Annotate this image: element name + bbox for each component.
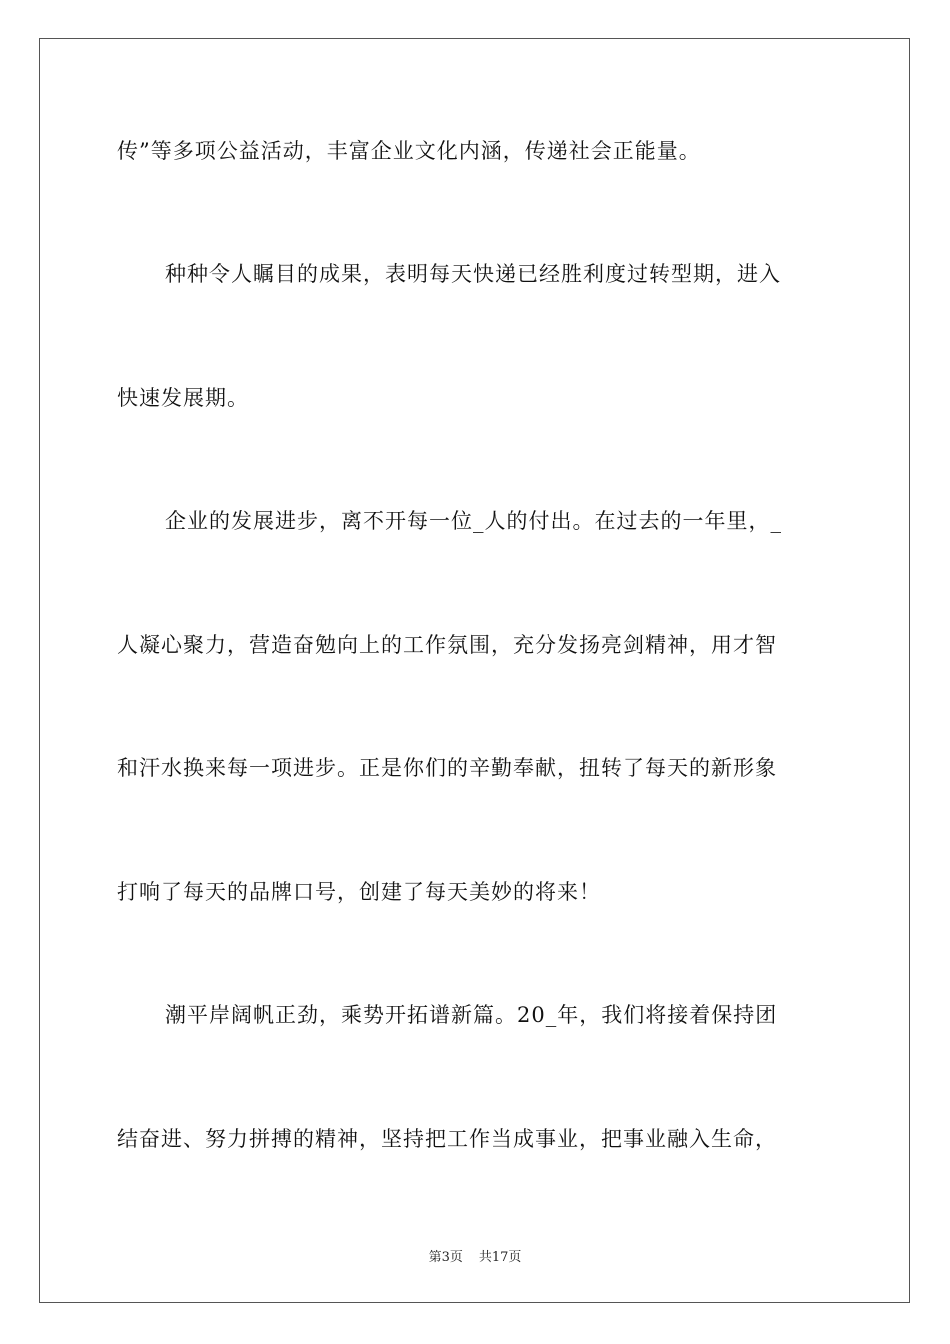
text-line-9: 结奋进、努力拼搏的精神，坚持把工作当成事业，把事业融入生命，	[117, 1127, 777, 1151]
text-line-3: 快速发展期。	[117, 386, 249, 410]
page-footer	[0, 1250, 950, 1266]
page-number: 第3页	[428, 1250, 463, 1265]
text-line-7: 打响了每天的品牌口号，创建了每天美妙的将来！	[117, 880, 601, 904]
text-line-8: 潮平岸阔帆正劲，乘势开拓谱新篇。20_年，我们将接着保持团	[165, 1003, 778, 1027]
text-line-1: 传”等多项公益活动，丰富企业文化内涵，传递社会正能量。	[117, 139, 701, 163]
text-line-2: 种种令人瞩目的成果，表明每天快递已经胜利度过转型期，进入	[165, 262, 781, 286]
page-total: 共17页	[478, 1250, 522, 1265]
text-line-5: 人凝心聚力，营造奋勉向上的工作氛围，充分发扬亮剑精神，用才智	[117, 633, 777, 657]
text-line-4: 企业的发展进步，离不开每一位_人的付出。在过去的一年里，_	[165, 509, 782, 533]
text-line-6: 和汗水换来每一项进步。正是你们的辛勤奉献，扭转了每天的新形象	[117, 756, 777, 780]
page-border	[39, 38, 910, 1303]
